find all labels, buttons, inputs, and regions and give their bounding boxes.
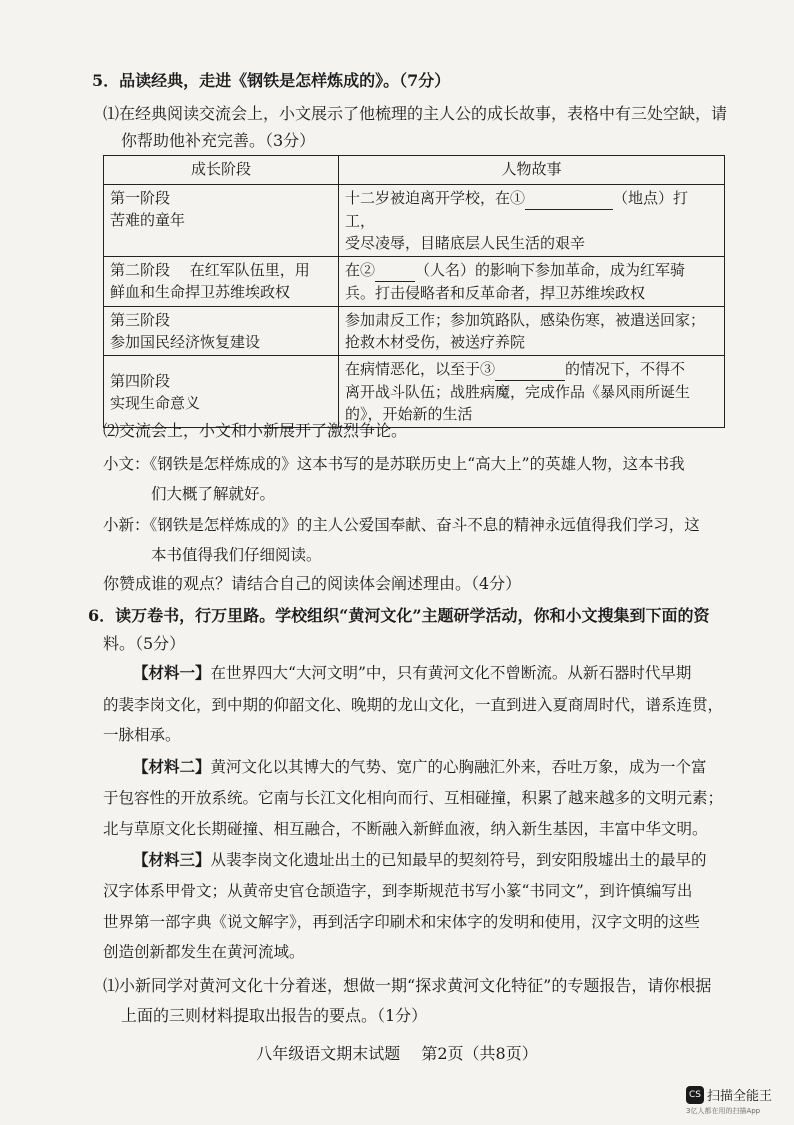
q6-part1-line2: 上面的三则材料提取出报告的要点。（1分）: [121, 1006, 428, 1025]
stage-desc: 鲜血和生命捍卫苏维埃政权: [110, 283, 291, 301]
story-text: 离开战斗队伍；战胜病魔，完成作品《暴风雨所诞生: [345, 383, 691, 401]
story-text: （地点）打工，: [345, 189, 689, 230]
table-header-row: [104, 156, 725, 185]
watermark-brand: 扫描全能王: [707, 1089, 773, 1104]
stage-cell: [104, 257, 339, 307]
q5-title: 5．品读经典，走进《钢铁是怎样炼成的》。（7分）: [92, 71, 451, 90]
q5-part1-line2: 你帮助他补充完善。（3分）: [121, 131, 316, 150]
stage-desc: 实现生命意义: [110, 393, 201, 412]
material-text: 从裴李岗文化遗址出土的已知最早的契刻符号，到安阳殷墟出土的最早的: [210, 851, 707, 869]
table-header-stage: 成长阶段: [104, 156, 339, 185]
xiaowen-view-line1: 小文：《钢铁是怎样炼成的》这本书写的是苏联历史上“高大上”的英雄人物，这本书我: [103, 455, 685, 473]
story-cell: [339, 356, 725, 428]
growth-stage-table: [103, 155, 725, 428]
material-2-line2: 于包容性的开放系统。它南与长江文化相向而行、互相碰撞，积累了越来越多的文明元素；: [103, 789, 724, 807]
material-1-tag: 【材料一】: [133, 663, 211, 682]
table-row: [104, 307, 725, 356]
material-1-line3: 一脉相承。: [103, 726, 181, 744]
story-text: 受尽凌辱，目睹底层人民生活的艰辛: [345, 234, 586, 252]
material-3-line3: 世界第一部字典《说文解字》，再到活字印刷术和宋体字的发明和使用，汉字文明的这些: [103, 913, 700, 931]
table-header-story: 人物故事: [339, 156, 725, 185]
blank-2-person: [375, 259, 415, 282]
q5-part2: ⑵交流会上，小文和小新展开了激烈争论。: [103, 421, 408, 440]
material-2-tag: 【材料二】: [133, 757, 211, 776]
q5-part1-line1: ⑴在经典阅读交流会上，小文展示了他梳理的主人公的成长故事，表格中有三处空缺，请: [103, 104, 728, 123]
material-3-line4: 创造创新都发生在黄河流域。: [103, 943, 305, 961]
story-text: 十二岁被迫离开学校，在①: [345, 189, 526, 207]
story-cell: [339, 257, 725, 307]
stage-desc: 苦难的童年: [110, 211, 186, 229]
blank-3-situation: [495, 358, 565, 381]
material-text: 在世界四大“大河文明”中，只有黄河文化不曾断流。从新石器时代早期: [210, 664, 692, 682]
page-footer: 八年级语文期末试题 第2页（共8页）: [256, 1044, 538, 1063]
material-3-tag: 【材料三】: [133, 850, 211, 869]
story-text: （人名）的影响下参加革命，成为红军骑: [415, 261, 686, 279]
watermark-tagline: 3亿人都在用的扫描App: [686, 1107, 761, 1115]
material-3-line2: 汉字体系甲骨文；从黄帝史官仓颉造字，到李斯规范书写小篆“书同文”，到许慎编写出: [103, 882, 693, 900]
material-text: 黄河文化以其博大的气势、宽广的心胸融汇外来，吞吐万象，成为一个富: [210, 758, 707, 776]
material-2-line1: [133, 756, 707, 778]
xiaowen-view-line2: 们大概了解就好。: [151, 485, 276, 503]
material-1-line1: [133, 662, 691, 684]
q6-part1-line1: ⑴小新同学对黄河文化十分着迷，想做一期“探求黄河文化特征”的专题报告，请你根据: [103, 976, 712, 995]
story-text: 参加肃反工作；参加筑路队，感染伤寒，被遣送回家；: [345, 311, 706, 329]
table-row: [104, 356, 725, 428]
stage-cell: [104, 307, 339, 356]
stage-cell: [104, 185, 339, 257]
story-cell: [339, 185, 725, 257]
stage-desc: 参加国民经济恢复建设: [110, 333, 261, 351]
stage-name: 第三阶段: [110, 311, 171, 329]
material-2-line3: 北与草原文化长期碰撞、相互融合，不断融入新鲜血液，纳入新生基因，丰富中华文明。: [103, 820, 708, 838]
blank-1-location: [525, 187, 613, 210]
q5-opinion-question: 你赞成谁的观点？请结合自己的阅读体会阐述理由。（4分）: [103, 574, 522, 593]
story-text: 在病情恶化，以至于③: [345, 360, 496, 378]
story-text: 在②: [345, 261, 376, 279]
story-cell: [339, 307, 725, 356]
table-row: [104, 257, 725, 307]
story-text: 的情况下，不得不: [565, 360, 686, 378]
stage-name: 第四阶段: [110, 371, 171, 390]
q6-title-line2: 料。（5分）: [103, 634, 186, 653]
story-text: 兵。打击侵略者和反革命者，捍卫苏维埃政权: [345, 284, 646, 302]
stage-cell: [104, 356, 339, 428]
q6-title-line1: 6．读万卷书，行万里路。学校组织“黄河文化”主题研学活动，你和小文搜集到下面的资: [88, 606, 710, 625]
story-text: 抢救木材受伤，被送疗养院: [345, 333, 526, 351]
stage-name: 第二阶段 在红军队伍里，用: [110, 261, 310, 279]
scanner-watermark: [686, 1084, 772, 1116]
material-1-line2: 的裴李岗文化，到中期的仰韶文化、晚期的龙山文化，一直到进入夏商周时代，谱系连贯，: [103, 696, 724, 714]
xiaoxin-view-line2: 本书值得我们仔细阅读。: [151, 546, 322, 564]
story-text: 的》，开始新的生活: [345, 405, 473, 423]
xiaoxin-view-line1: 小新：《钢铁是怎样炼成的》的主人公爱国奉献、奋斗不息的精神永远值得我们学习，这: [103, 516, 700, 534]
camscanner-logo-icon: CS: [686, 1086, 704, 1104]
stage-name: 第一阶段: [110, 189, 171, 207]
material-3-line1: [133, 849, 707, 871]
table-row: [104, 185, 725, 257]
